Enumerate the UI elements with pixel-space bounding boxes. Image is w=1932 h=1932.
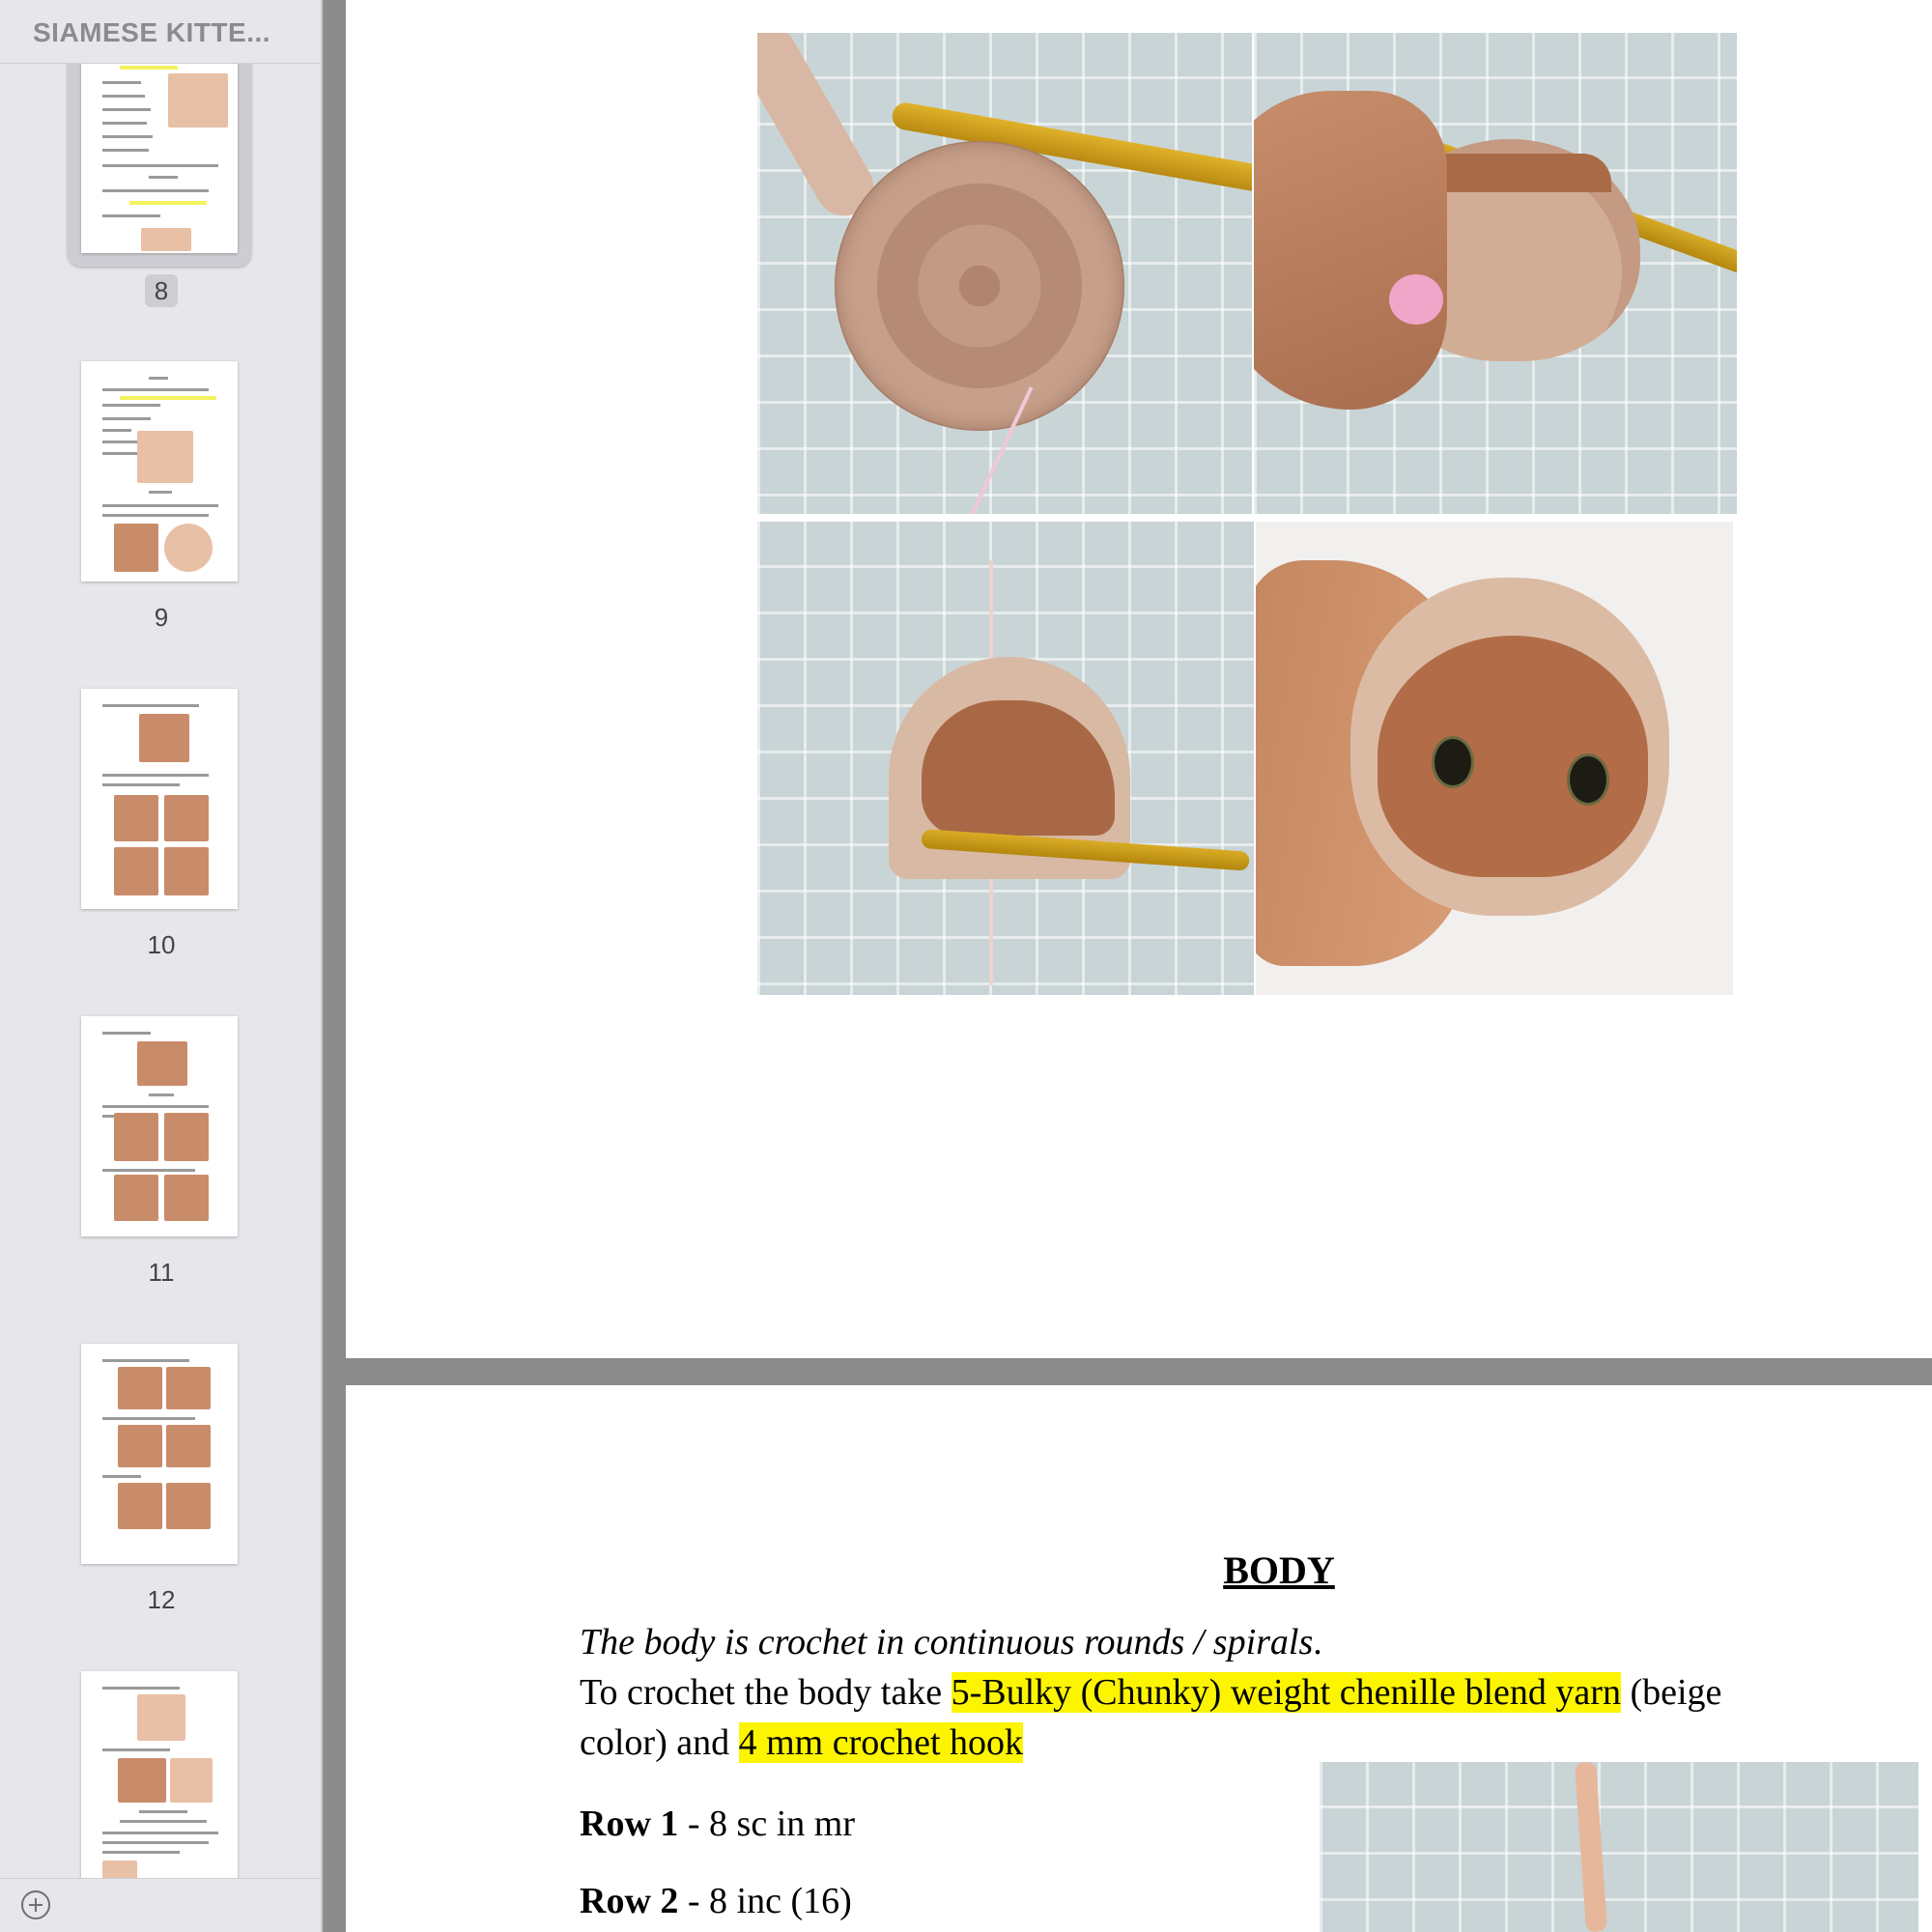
pattern-row: Row 2 - 8 inc (16) [580,1881,852,1921]
thumbnail-page-12[interactable] [81,1344,238,1564]
highlighted-hook-text: 4 mm crochet hook [738,1722,1024,1763]
instruction-text: To crochet the body take [580,1672,952,1713]
crochet-photo-hand-holding-piece [1254,33,1737,514]
page-number-label: 12 [147,1585,176,1614]
thumbnail-page-11[interactable] [81,1016,238,1236]
crochet-photo-kitten-head [1256,522,1733,995]
instruction-text-cont: (beige color) and [580,1672,1722,1763]
page-number-label: 9 [154,603,169,632]
section-heading: BODY [1223,1548,1335,1592]
page-number-label: 8 [0,276,323,306]
crochet-photo-dome [757,522,1254,995]
plus-circle-icon[interactable] [21,1890,50,1919]
document-title: SIAMESE KITTE... [33,17,271,47]
pattern-row: Row 1 - 8 sc in mr [580,1804,855,1844]
crochet-photo-body-start [1320,1762,1918,1932]
crochet-photo-round-disc [757,33,1252,514]
highlighted-yarn-text: 5-Bulky (Chunky) weight chenille blend yarn [951,1672,1621,1713]
document-canvas[interactable] [325,0,1932,1932]
intro-text: The body is crochet in continuous rounds / spirals [580,1622,1314,1662]
thumbnail-page-10[interactable] [81,689,238,909]
safety-eye [1432,736,1474,788]
sidebar-header [0,0,323,64]
document-page-upper [346,0,1932,1358]
safety-eye [1567,753,1609,806]
thumbnail-page-13[interactable] [81,1671,238,1891]
page-number-label: 11 [148,1258,175,1287]
sidebar-footer [0,1878,323,1932]
intro-period: . [1313,1622,1322,1662]
page-thumbnail-sidebar [0,0,323,1932]
document-page-lower [346,1385,1932,1932]
thumbnail-page-9[interactable] [81,361,238,582]
thumbnail-page-8[interactable] [81,35,238,253]
body-paragraph [580,1617,1777,1768]
page-number-label: 10 [147,930,176,959]
page-separator [346,1358,1932,1385]
